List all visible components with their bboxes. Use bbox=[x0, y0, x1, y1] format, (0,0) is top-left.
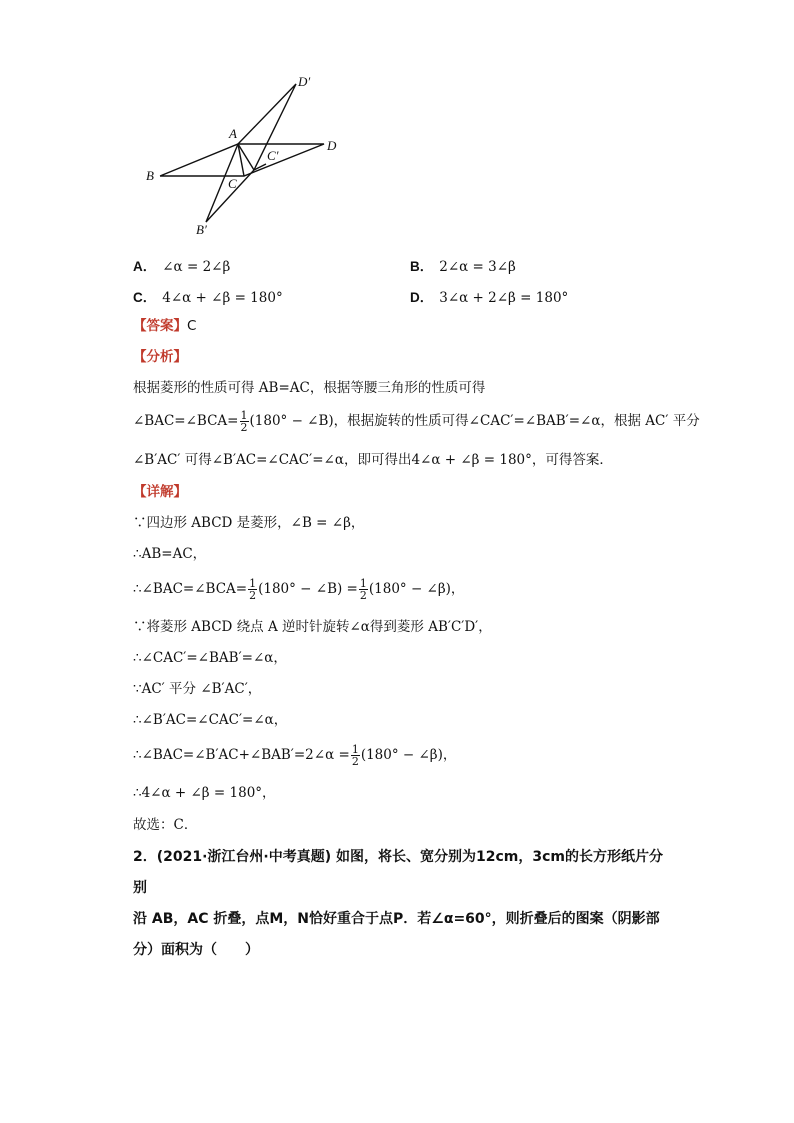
detail-text: (180° − ∠β)， bbox=[360, 747, 457, 763]
label-d-prime: D′ bbox=[298, 74, 311, 89]
fraction-denominator: 2 bbox=[249, 589, 257, 602]
detail-line-8 bbox=[133, 744, 456, 767]
analysis-heading bbox=[133, 347, 187, 367]
question-2 bbox=[133, 842, 673, 966]
detail-text: ∴∠BAC=∠B′AC+∠BAB′=2∠α = bbox=[133, 747, 350, 763]
question-2-line-2: 沿 AB，AC 折叠，点M，N恰好重合于点P．若∠α=60°，则折叠后的图案（阴影部 bbox=[133, 911, 660, 927]
option-letter: A． bbox=[133, 259, 157, 274]
fraction-half bbox=[351, 744, 360, 767]
label-c-prime: C′ bbox=[267, 148, 279, 163]
detail-heading bbox=[133, 482, 187, 502]
question-2-line-1: 2．(2021·浙江台州·中考真题) 如图，将长、宽分别为12cm，3cm的长方形纸片分别 bbox=[133, 849, 664, 896]
label-d: D bbox=[327, 138, 337, 153]
option-text: 2∠α = 3∠β bbox=[439, 259, 516, 275]
detail-line-9: ∴4∠α + ∠β = 180°， bbox=[133, 785, 276, 801]
detail-line-1: ∵四边形 ABCD 是菱形，∠B = ∠β， bbox=[133, 515, 365, 531]
fraction-numerator: 1 bbox=[351, 743, 359, 756]
option-letter: B． bbox=[410, 259, 434, 274]
analysis-line-1: 根据菱形的性质可得 AB=AC，根据等腰三角形的性质可得 bbox=[133, 380, 486, 396]
fraction-denominator: 2 bbox=[351, 755, 359, 768]
fraction-half bbox=[240, 410, 249, 433]
answer-line bbox=[133, 316, 196, 336]
answer-value: C bbox=[187, 318, 197, 334]
option-letter: D． bbox=[410, 290, 434, 305]
option-text: 3∠α + 2∠β = 180° bbox=[439, 290, 569, 306]
fraction-numerator: 1 bbox=[359, 577, 367, 590]
detail-tag: 【详解】 bbox=[133, 484, 187, 500]
figure-svg bbox=[140, 72, 360, 242]
answer-tag: 【答案】 bbox=[133, 318, 187, 334]
detail-text: (180° − ∠β)， bbox=[368, 581, 465, 597]
detail-line-3 bbox=[133, 578, 464, 601]
rhombus-abcd bbox=[160, 144, 324, 176]
analysis-line-3: ∠B′AC′ 可得∠B′AC=∠CAC′=∠α，即可得出4∠α + ∠β = 180°，可得答案． bbox=[133, 452, 613, 468]
detail-text: ∴∠BAC=∠BCA= bbox=[133, 581, 248, 597]
fraction-half bbox=[248, 578, 257, 601]
option-b bbox=[410, 255, 516, 275]
label-c: C bbox=[228, 176, 237, 191]
rhombus-abcdprime bbox=[206, 84, 296, 222]
analysis-text: ∠BAC=∠BCA= bbox=[133, 413, 239, 429]
detail-line-2: ∴AB=AC， bbox=[133, 546, 207, 562]
analysis-line-2 bbox=[133, 410, 700, 433]
option-letter: C． bbox=[133, 290, 157, 305]
fraction-numerator: 1 bbox=[240, 409, 248, 422]
fraction-half bbox=[359, 578, 368, 601]
detail-line-5: ∴∠CAC′=∠BAB′=∠α， bbox=[133, 650, 287, 666]
detail-line-6: ∵AC′ 平分 ∠B′AC′， bbox=[133, 681, 262, 697]
option-c bbox=[133, 286, 283, 306]
option-text: ∠α = 2∠β bbox=[162, 259, 231, 275]
rhombus-rotation-figure bbox=[140, 72, 360, 242]
fraction-denominator: 2 bbox=[240, 421, 248, 434]
detail-line-7: ∴∠B′AC=∠CAC′=∠α， bbox=[133, 712, 288, 728]
option-text: 4∠α + ∠β = 180° bbox=[162, 290, 283, 306]
detail-text: (180° − ∠B) = bbox=[258, 581, 358, 597]
analysis-tag: 【分析】 bbox=[133, 349, 187, 365]
detail-line-10: 故选：C． bbox=[133, 817, 198, 833]
fraction-numerator: 1 bbox=[249, 577, 257, 590]
label-b-prime: B′ bbox=[196, 222, 207, 237]
fraction-denominator: 2 bbox=[359, 589, 367, 602]
option-a bbox=[133, 255, 230, 275]
label-a: A bbox=[229, 126, 237, 141]
question-2-line-3: 分）面积为（ ） bbox=[133, 942, 259, 958]
detail-line-4: ∵将菱形 ABCD 绕点 A 逆时针旋转∠α得到菱形 AB′C′D′， bbox=[133, 619, 492, 635]
option-d bbox=[410, 286, 568, 306]
label-b: B bbox=[146, 168, 154, 183]
analysis-text: (180° − ∠B)，根据旋转的性质可得∠CAC′=∠BAB′=∠α，根据 AC′ 平分 bbox=[249, 413, 700, 429]
